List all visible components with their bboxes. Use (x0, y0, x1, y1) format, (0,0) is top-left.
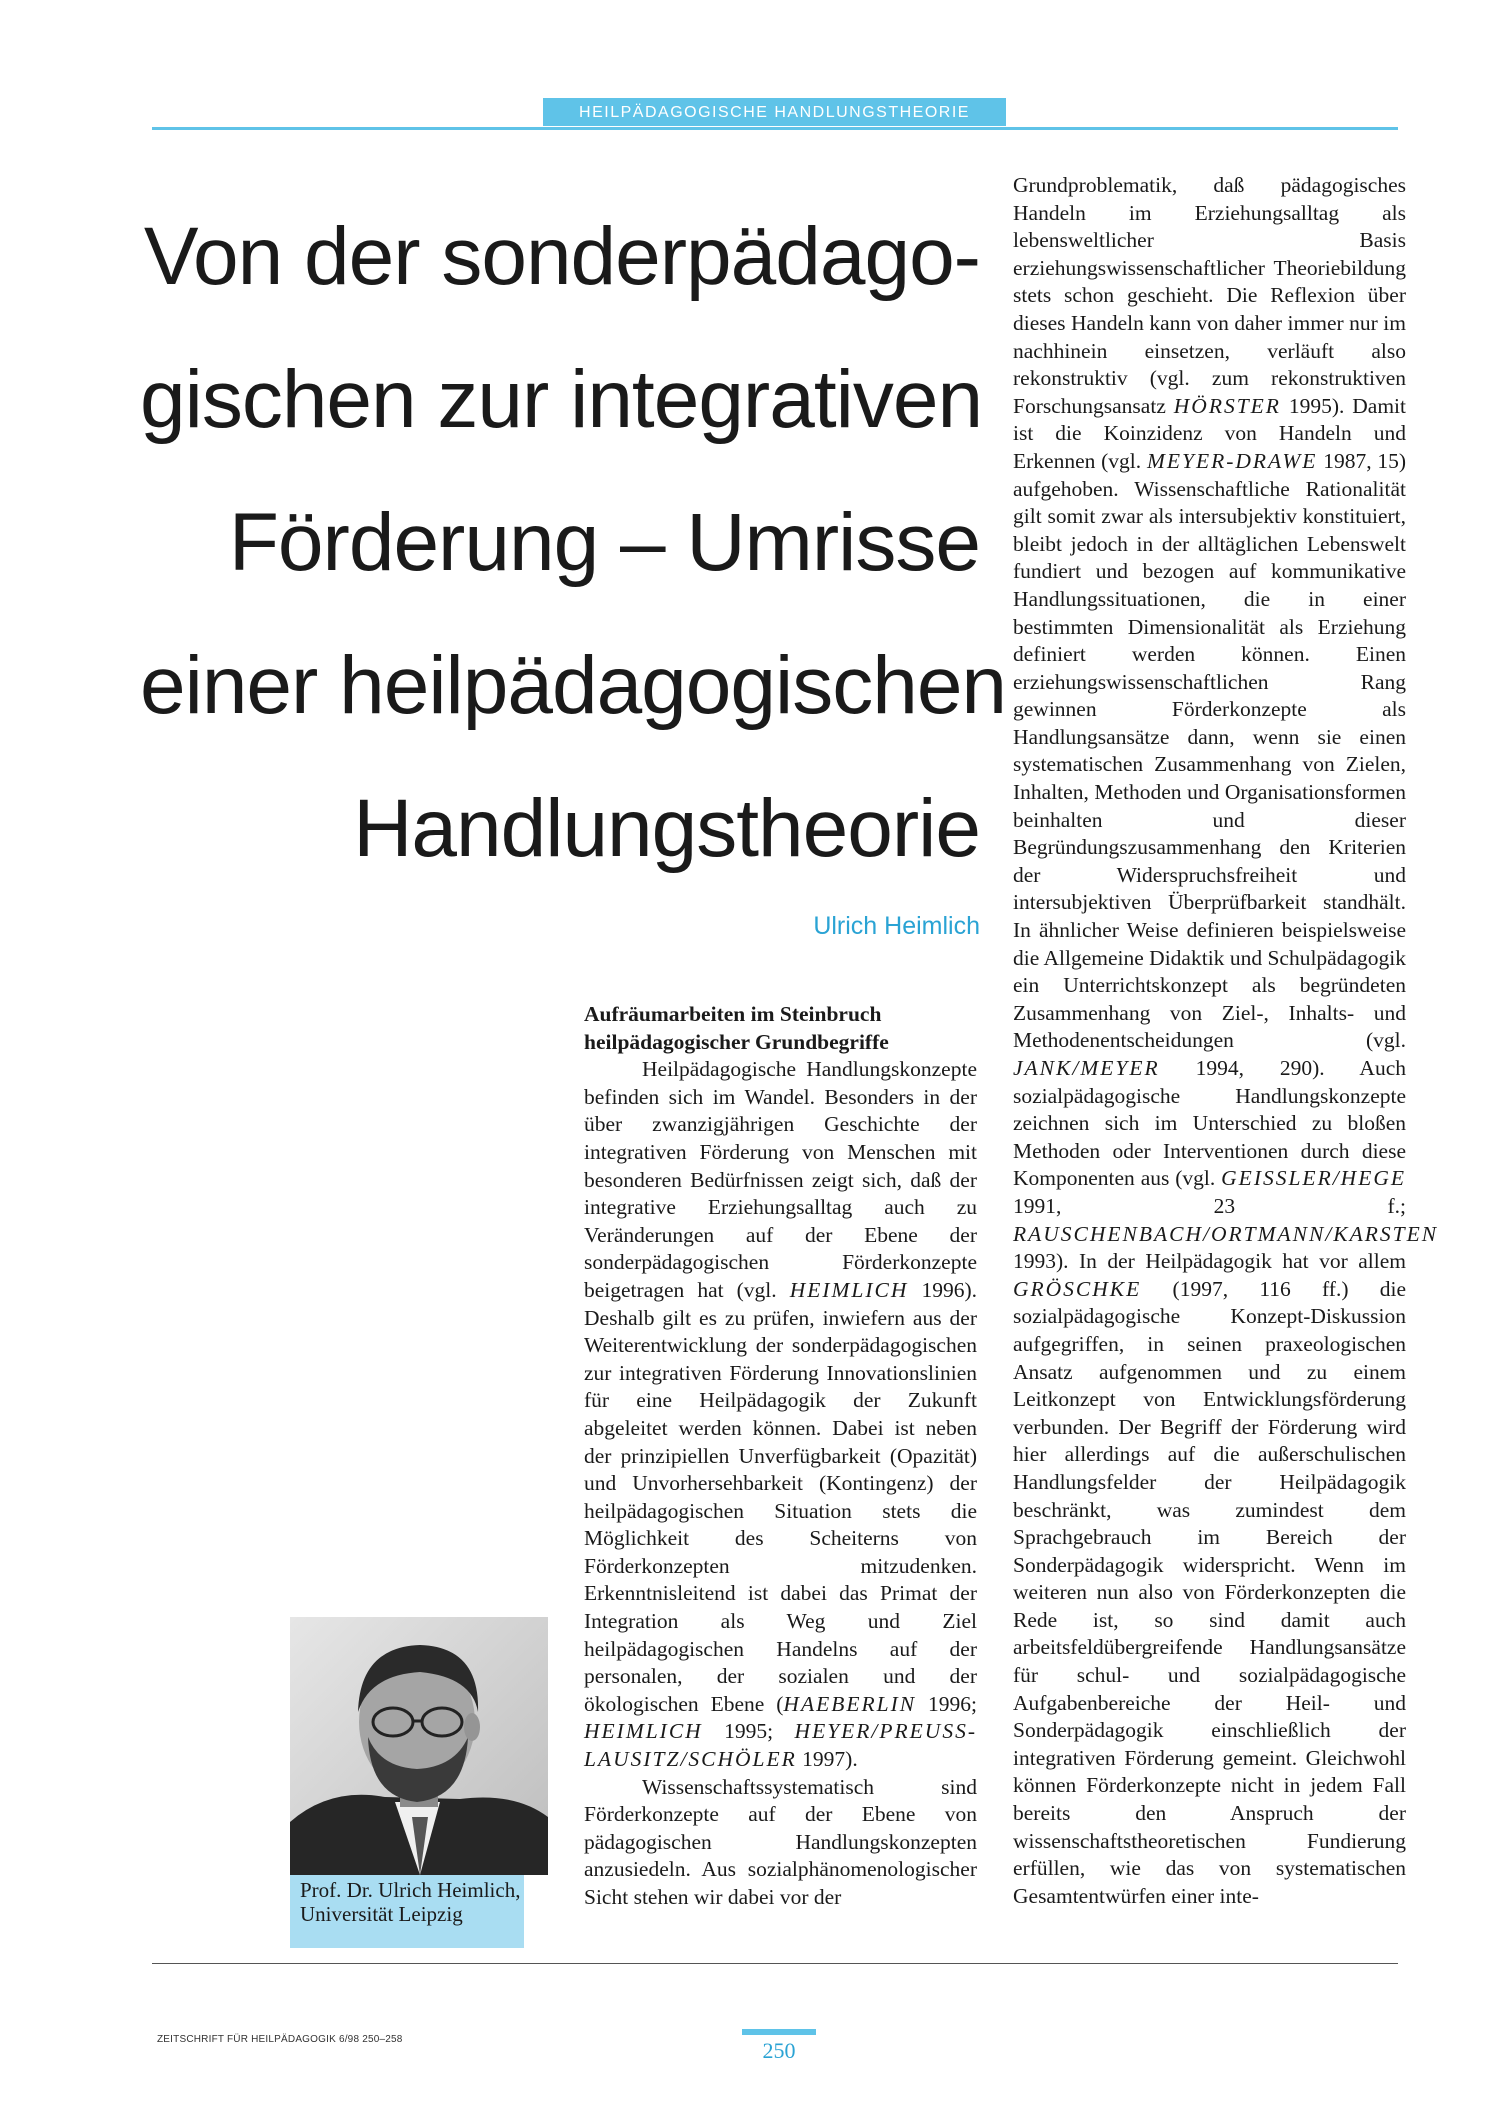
caption-line: Prof. Dr. Ulrich Heimlich, (300, 1878, 521, 1902)
text-run: 1994, 290). Auch sozialpädagogische Handlungskonzepte zeichnen sich im Unterschied zu bloßen Methoden oder Interventionen durch diese Komponenten aus (vgl. (1013, 1056, 1407, 1191)
citation-author: GEISSLER/HEGE (1221, 1166, 1406, 1191)
paragraph: Wissenschaftssystematisch sind Förderkonzepte auf der Ebene von pädagogischen Handlungskonzepten anzusiedeln. Aus sozialphänomenologischer Sicht stehen wir dabei vor der (584, 1774, 977, 1909)
right-text-column (1013, 172, 1439, 1910)
text-run: 1993). In der Heilpädagogik hat vor allem (1013, 1249, 1406, 1274)
photo-caption (300, 1878, 580, 1926)
title-line: Förderung – Umrisse (228, 497, 980, 588)
paragraph (1013, 172, 1439, 1910)
middle-text-column (584, 1001, 977, 1912)
citation-author: HEIMLICH (789, 1277, 909, 1302)
title-line: Handlungstheorie (353, 783, 980, 874)
citation-author: GRÖSCHKE (1013, 1276, 1142, 1301)
text-run: 1995; (724, 1719, 774, 1744)
header-rule (152, 127, 1398, 130)
text-run: 1996). Deshalb gilt es zu prüfen, inwiefern aus der Weiterentwicklung der sonderpädagogischen zur integrativen Förderung Innovationslinien für eine Heilpädagogik der Zukunft abgeleitet werden können. Dabei ist neben der prinzipiellen Unverfügbarkeit (Opazität) und Unvorhersehbarkeit (Kontingenz) der heilpädagogischen Situation stets die Möglichkeit des Scheiterns von Förderkonzepten mitzudenken. Erkenntnisleitend ist dabei das Primat der Integration als Weg und Ziel heilpädagogischen Handelns auf der personalen, der sozialen und der ökologischen Ebene ( (584, 1277, 977, 1716)
citation-author: JANK/MEYER (1013, 1056, 1160, 1080)
text-run: (1997, 116 ff.) die sozialpädagogische Konzept-Diskussion aufgegriffen, in seinen praxeologischen Ansatz aufgenommen und zu einem Leitkonzept von Entwicklungsförderung verbunden. Der Begriff der Förderung wird hier allerdings auf die außerschulischen Handlungsfelder der Heilpädagogik beschränkt, was zumindest dem Sprachgebrauch im Bereich der Sonderpädagogik widerspricht. Wenn im weiteren nun also von Förderkonzepten die Rede ist, so sind damit auch arbeitsfeldübergreifende Handlungsansätze für schul- und sozialpädagogische Aufgabenbereiche der Heil- und Sonderpädagogik einschließlich der integrativen Förderung gemeint. Gleichwohl können Förderkonzepte nicht in jedem Fall bereits den Anspruch der wissenschaftstheoretischen Fundierung erfüllen, wie das von systematischen Gesamtentwürfen einer inte- (1013, 1276, 1406, 1908)
citation-author: HAEBERLIN (783, 1691, 917, 1716)
text-run: 1991, 23 f.; (1013, 1193, 1406, 1218)
section-heading: Aufräumarbeiten im Steinbruch heilpädagogischer Grundbegriffe (584, 1002, 889, 1054)
footer-rule (152, 1963, 1398, 1964)
journal-reference: ZEITSCHRIFT FÜR HEILPÄDAGOGIK 6/98 250–258 (157, 2034, 403, 2045)
text-run: 1995). Damit ist die Koinzidenz von Handeln und Erkennen (vgl. (1013, 393, 1406, 473)
page-number: 250 (762, 2038, 796, 2063)
author-name: Ulrich Heimlich (813, 912, 980, 940)
caption-line: Universität Leipzig (300, 1902, 463, 1926)
portrait-image (290, 1617, 548, 1875)
text-run: 1996; (928, 1691, 978, 1716)
citation-author: HEYER/PREUSS-LAUSITZ/SCHÖLER (584, 1719, 977, 1772)
text-run: 1987, 15) aufgehoben. Wissenschaftliche Rationalität gilt somit zwar als intersubjektiv konstituiert, bleibt jedoch in der alltäglichen Lebenswelt fundiert und bezogen auf kommunikative Handlungssituationen, die in einer bestimmten Dimensionalität als Erziehung definiert werden können. Einen erziehungswissenschaftlichen Rang gewinnen Förderkonzepte als Handlungsansätze dann, wenn sie einen systematischen Zusammenhang von Zielen, Inhalten, Methoden und Organisationsformen beinhalten und dieser Begründungszusammenhang den Kriterien der Widerspruchsfreiheit und intersubjektiven Überprüfbarkeit standhält. In ähnlicher Weise definieren beispielsweise die Allgemeine Didaktik und Schulpädagogik ein Unterrichtskonzept als begründeten Zusammenhang von Ziel-, Inhalts- und Methodenentscheidungen (vgl. (1013, 448, 1407, 1053)
title-line: einer heilpädagogischen (140, 640, 1007, 731)
title-line: gischen zur integrativen (140, 354, 983, 445)
text-run: Grundproblematik, daß pädagogisches Handeln im Erziehungsalltag als lebensweltlicher Basis erziehungswissenschaftlicher Theoriebildung stets schon geschieht. Die Reflexion über dieses Handeln kann von daher immer nur im nachhinein einsetzen, verläuft also rekonstruktiv (vgl. zum rekonstruktiven Forschungsansatz (1013, 173, 1406, 418)
section-header: HEILPÄDAGOGISCHE HANDLUNGSTHEORIE (543, 98, 1006, 126)
text-run: 1997). (802, 1747, 858, 1772)
author-photo (290, 1617, 548, 1875)
article-title (140, 185, 1007, 900)
title-line: Von der sonderpädago- (143, 211, 980, 302)
citation-author: MEYER-DRAWE (1146, 448, 1318, 473)
citation-author: HEIMLICH (584, 1719, 703, 1744)
citation-author: HÖRSTER (1173, 393, 1281, 418)
text-run: Heilpädagogische Handlungskonzepte befinden sich im Wandel. Besonders in der über zwanzigjährigen Geschichte der integrativen Förderung von Menschen mit besonderen Bedürfnissen zeigt sich, daß der integrative Erziehungsalltag auch zu Veränderungen auf der Ebene der sonderpädagogischen Förderkonzepte beigetragen hat (vgl. (584, 1057, 977, 1302)
citation-author: RAUSCHENBACH/ORTMANN/KARSTEN (1013, 1221, 1439, 1246)
page-number-tab (742, 2029, 816, 2035)
paragraph (584, 1056, 977, 1773)
